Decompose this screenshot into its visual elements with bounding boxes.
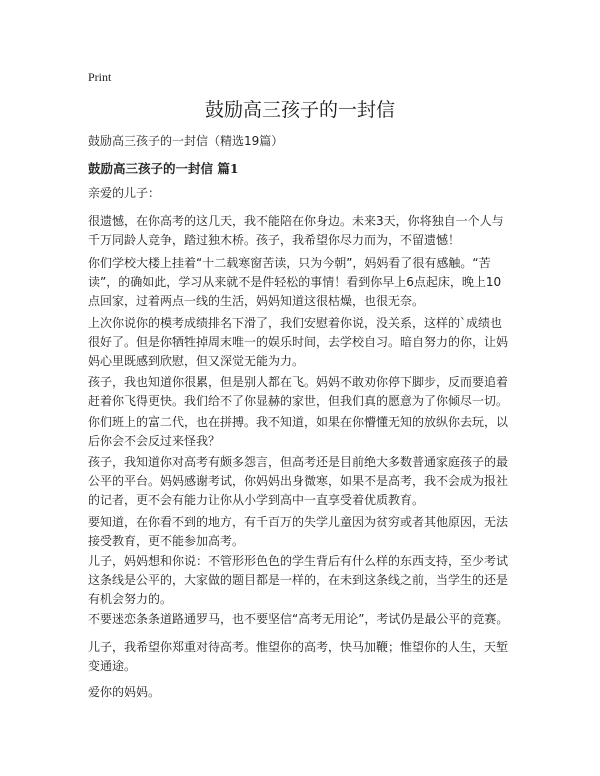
letter-greeting: 亲爱的儿子： — [88, 186, 161, 200]
letter-closing: 爱你的妈妈。 — [88, 685, 161, 699]
letter-paragraph: 上次你说你的模考成绩排名下滑了，我们安慰着你说，没关系，这样的`成绩也很好了。但是你牺牲掉周末唯一的娱乐时间，去学校自习。暗自努力的你，让妈妈心里既感到欣慰，但又深觉无能为力。 — [88, 316, 509, 368]
page-title: 鼓励高三孩子的一封信 — [204, 99, 395, 121]
letter-paragraph: 孩子，我也知道你很累，但是别人都在飞。妈妈不敢劝你停下脚步，反而要追着赶着你飞得更快。我们给不了你显赫的家世，但我们真的愿意为了你倾尽一切。 — [88, 375, 509, 408]
letter-paragraph: 要知道，在你看不到的地方，有千百万的失学儿童因为贫穷或者其他原因，无法接受教育，更不能参加高考。 — [88, 515, 509, 548]
letter-paragraph: 你们学校大楼上挂着“十二载寒窗苦读，只为今朝”，妈妈看了很有感触。“苦读”，的确如此，学习从来就不是件轻松的事情！看到你早上6点起床，晚上10点回家，过着两点一线的生活，妈妈知道这很枯燥，也很无奈。 — [88, 256, 502, 308]
letter-paragraph: 不要迷恋条条道路通罗马，也不要坚信“高考无用论”，考试仍是最公平的竞赛。 — [88, 612, 509, 626]
letter-paragraph: 儿子，我希望你郑重对待高考。惟望你的高考，快马加鞭；惟望你的人生，天堑变通途。 — [88, 640, 509, 673]
section-heading: 鼓励高三孩子的一封信 篇1 — [88, 161, 239, 176]
letter-paragraph: 很遗憾，在你高考的这几天，我不能陪在你身边。未来3天，你将独自一个人与千万同龄人竞争，踏过独木桥。孩子，我希望你尽力而为，不留遗憾！ — [88, 214, 504, 247]
letter-paragraph: 你们班上的富二代，也在拼搏。我不知道，如果在你懵懂无知的放纵你去玩，以后你会不会反过来怪我？ — [88, 415, 509, 448]
document-subtitle: 鼓励高三孩子的一封信（精选19篇） — [88, 134, 284, 148]
letter-paragraph: 儿子，妈妈想和你说：不管形形色色的学生背后有什么样的东西支持，至少考试这条线是公平的，大家做的题目都是一样的，在未到这条线之前，当学生的还是有机会努力的。 — [88, 554, 509, 606]
letter-paragraph: 孩子，我知道你对高考有颇多怨言，但高考还是目前绝大多数普通家庭孩子的最公平的平台。妈妈感谢考试，你妈妈出身微寒，如果不是高考，我不会成为报社的记者，更不会有能力让你从小学到高中一直享受着优质教育。 — [88, 455, 509, 507]
print-link[interactable]: Print — [88, 70, 112, 84]
